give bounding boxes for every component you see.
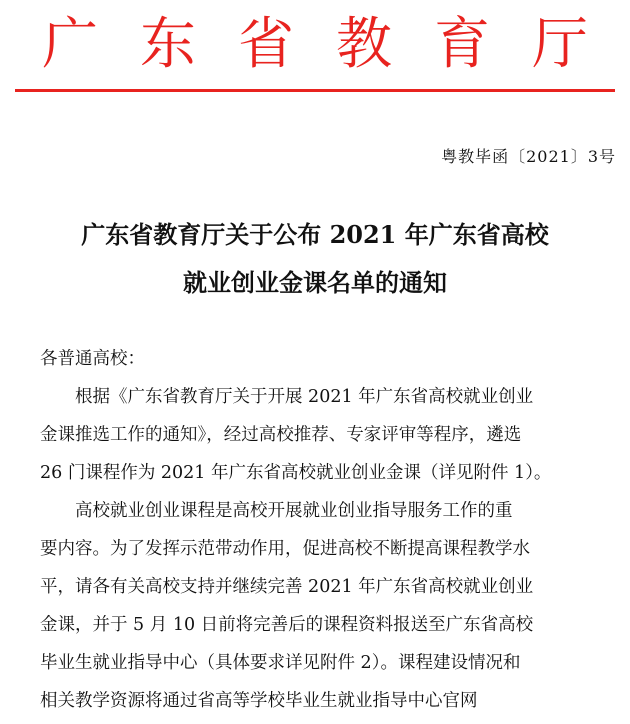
header-red-rule: [15, 89, 615, 92]
issuer-header-char: 东: [140, 12, 196, 77]
body-line: 要内容。为了发挥示范带动作用，促进高校不断提高课程教学水: [40, 539, 530, 559]
body-line: 26 门课程作为 2021 年广东省高校就业创业金课（详见附件 1）。: [40, 463, 552, 483]
body-line: 金课，并于 5 月 10 日前将完善后的课程资料报送至广东省高校: [40, 615, 534, 635]
issuer-header-char: 厅: [532, 12, 588, 77]
issuer-header-char: 省: [238, 12, 294, 77]
body-line: 高校就业创业课程是高校开展就业创业指导服务工作的重: [40, 501, 513, 521]
body-line: 平，请各有关高校支持并继续完善 2021 年广东省高校就业创业: [40, 577, 534, 597]
body-line: 金课推选工作的通知》，经过高校推荐、专家评审等程序，遴选: [40, 425, 522, 445]
document-title-line-1: 广东省教育厅关于公布 2021 年广东省高校: [81, 220, 549, 249]
body-line: 根据《广东省教育厅关于开展 2021 年广东省高校就业创业: [40, 387, 534, 407]
salutation: 各普通高校：: [40, 349, 145, 369]
body-line: 毕业生就业指导中心（具体要求详见附件 2）。课程建设情况和: [40, 653, 521, 673]
issuer-header-char: 广: [42, 12, 98, 77]
document-number: 粤教毕函〔2021〕3号: [441, 147, 616, 166]
issuer-header-char: 育: [434, 12, 490, 77]
issuer-header-char: 教: [336, 12, 392, 77]
issuer-header: [0, 10, 630, 80]
document-title: [0, 211, 630, 307]
document-title-line-2: 就业创业金课名单的通知: [183, 268, 447, 297]
document-body: [40, 340, 614, 720]
body-line: 相关教学资源将通过省高等学校毕业生就业指导中心官网: [40, 691, 478, 711]
